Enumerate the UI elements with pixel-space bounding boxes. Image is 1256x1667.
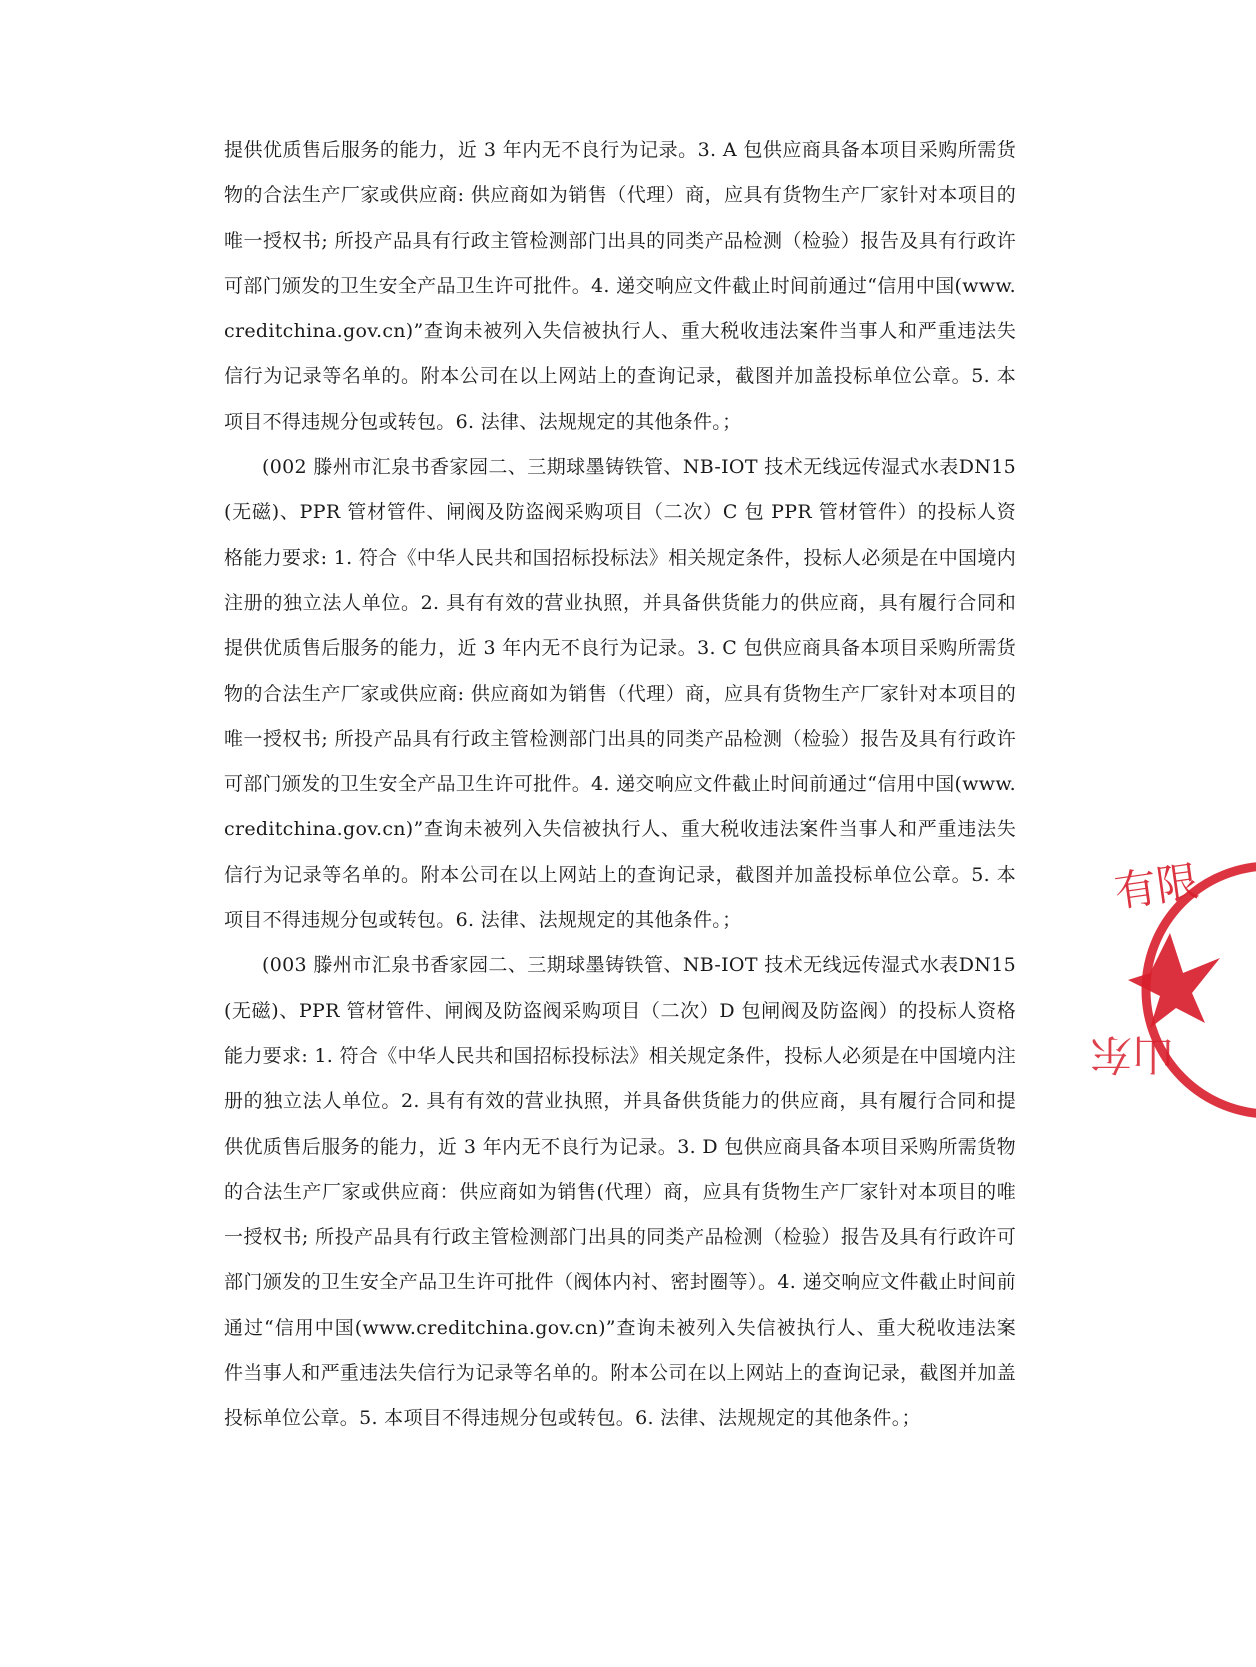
paragraph-package-d: (003 滕州市汇泉书香家园二、三期球墨铸铁管、NB-IOT 技术无线远传湿式水表DN15(无磁)、PPR 管材管件、闸阀及防盗阀采购项目（二次）D 包闸阀及防盗阀）的投标人资格能力要求: 1. 符合《中华人民共和国招标投标法》相关规定条件，投标人必须是在中国境内注册的独立法人单位。2. 具有有效的营业执照，并具备供货能力的供应商，具有履行合同和提供优质售后服务的能力，近 3 年内无不良行为记录。3. D 包供应商具备本项目采购所需货物的合法生产厂家或供应商：供应商如为销售(代理）商，应具有货物生产厂家针对本项目的唯一授权书; 所投产品具有行政主管检测部门出具的同类产品检测（检验）报告及具有行政许可部门颁发的卫生安全产品卫生许可批件（阀体内衬、密封圈等）。4. 递交响应文件截止时间前通过“信用中国(www.creditchina.gov.cn)”查询未被列入失信被执行人、重大税收违法案件当事人和严重违法失信行为记录等名单的。附本公司在以上网站上的查询记录，截图并加盖投标单位公章。5. 本项目不得违规分包或转包。6. 法律、法规规定的其他条件。； (224, 954, 1016, 1430)
document-body (224, 128, 1016, 1442)
paragraph-package-c: (002 滕州市汇泉书香家园二、三期球墨铸铁管、NB-IOT 技术无线远传湿式水表DN15(无磁)、PPR 管材管件、闸阀及防盗阀采购项目（二次）C 包 PPR 管材管件）的投标人资格能力要求: 1. 符合《中华人民共和国招标投标法》相关规定条件，投标人必须是在中国境内注册的独立法人单位。2. 具有有效的营业执照，并具备供货能力的供应商，具有履行合同和提供优质售后服务的能力，近 3 年内无不良行为记录。3. C 包供应商具备本项目采购所需货物的合法生产厂家或供应商: 供应商如为销售（代理）商，应具有货物生产厂家针对本项目的唯一授权书; 所投产品具有行政主管检测部门出具的同类产品检测（检验）报告及具有行政许可部门颁发的卫生安全产品卫生许可批件。4. 递交响应文件截止时间前通过“信用中国(www.creditchina.gov.cn)”查询未被列入失信被执行人、重大税收违法案件当事人和严重违法失信行为记录等名单的。附本公司在以上网站上的查询记录，截图并加盖投标单位公章。5. 本项目不得违规分包或转包。6. 法律、法规规定的其他条件。； (224, 456, 1016, 932)
paragraph-continuation: 提供优质售后服务的能力，近 3 年内无不良行为记录。3. A 包供应商具备本项目采购所需货物的合法生产厂家或供应商: 供应商如为销售（代理）商，应具有货物生产厂家针对本项目的唯一授权书; 所投产品具有行政主管检测部门出具的同类产品检测（检验）报告及具有行政许可部门颁发的卫生安全产品卫生许可批件。4. 递交响应文件截止时间前通过“信用中国(www.creditchina.gov.cn)”查询未被列入失信被执行人、重大税收违法案件当事人和严重违法失信行为记录等名单的。附本公司在以上网站上的查询记录，截图并加盖投标单位公章。5. 本项目不得违规分包或转包。6. 法律、法规规定的其他条件。； (224, 139, 1016, 433)
company-seal-icon (1089, 856, 1256, 1118)
seal-glyph-bottom: 山东 (1089, 1030, 1174, 1079)
seal-glyph-top: 有限 (1111, 856, 1202, 917)
